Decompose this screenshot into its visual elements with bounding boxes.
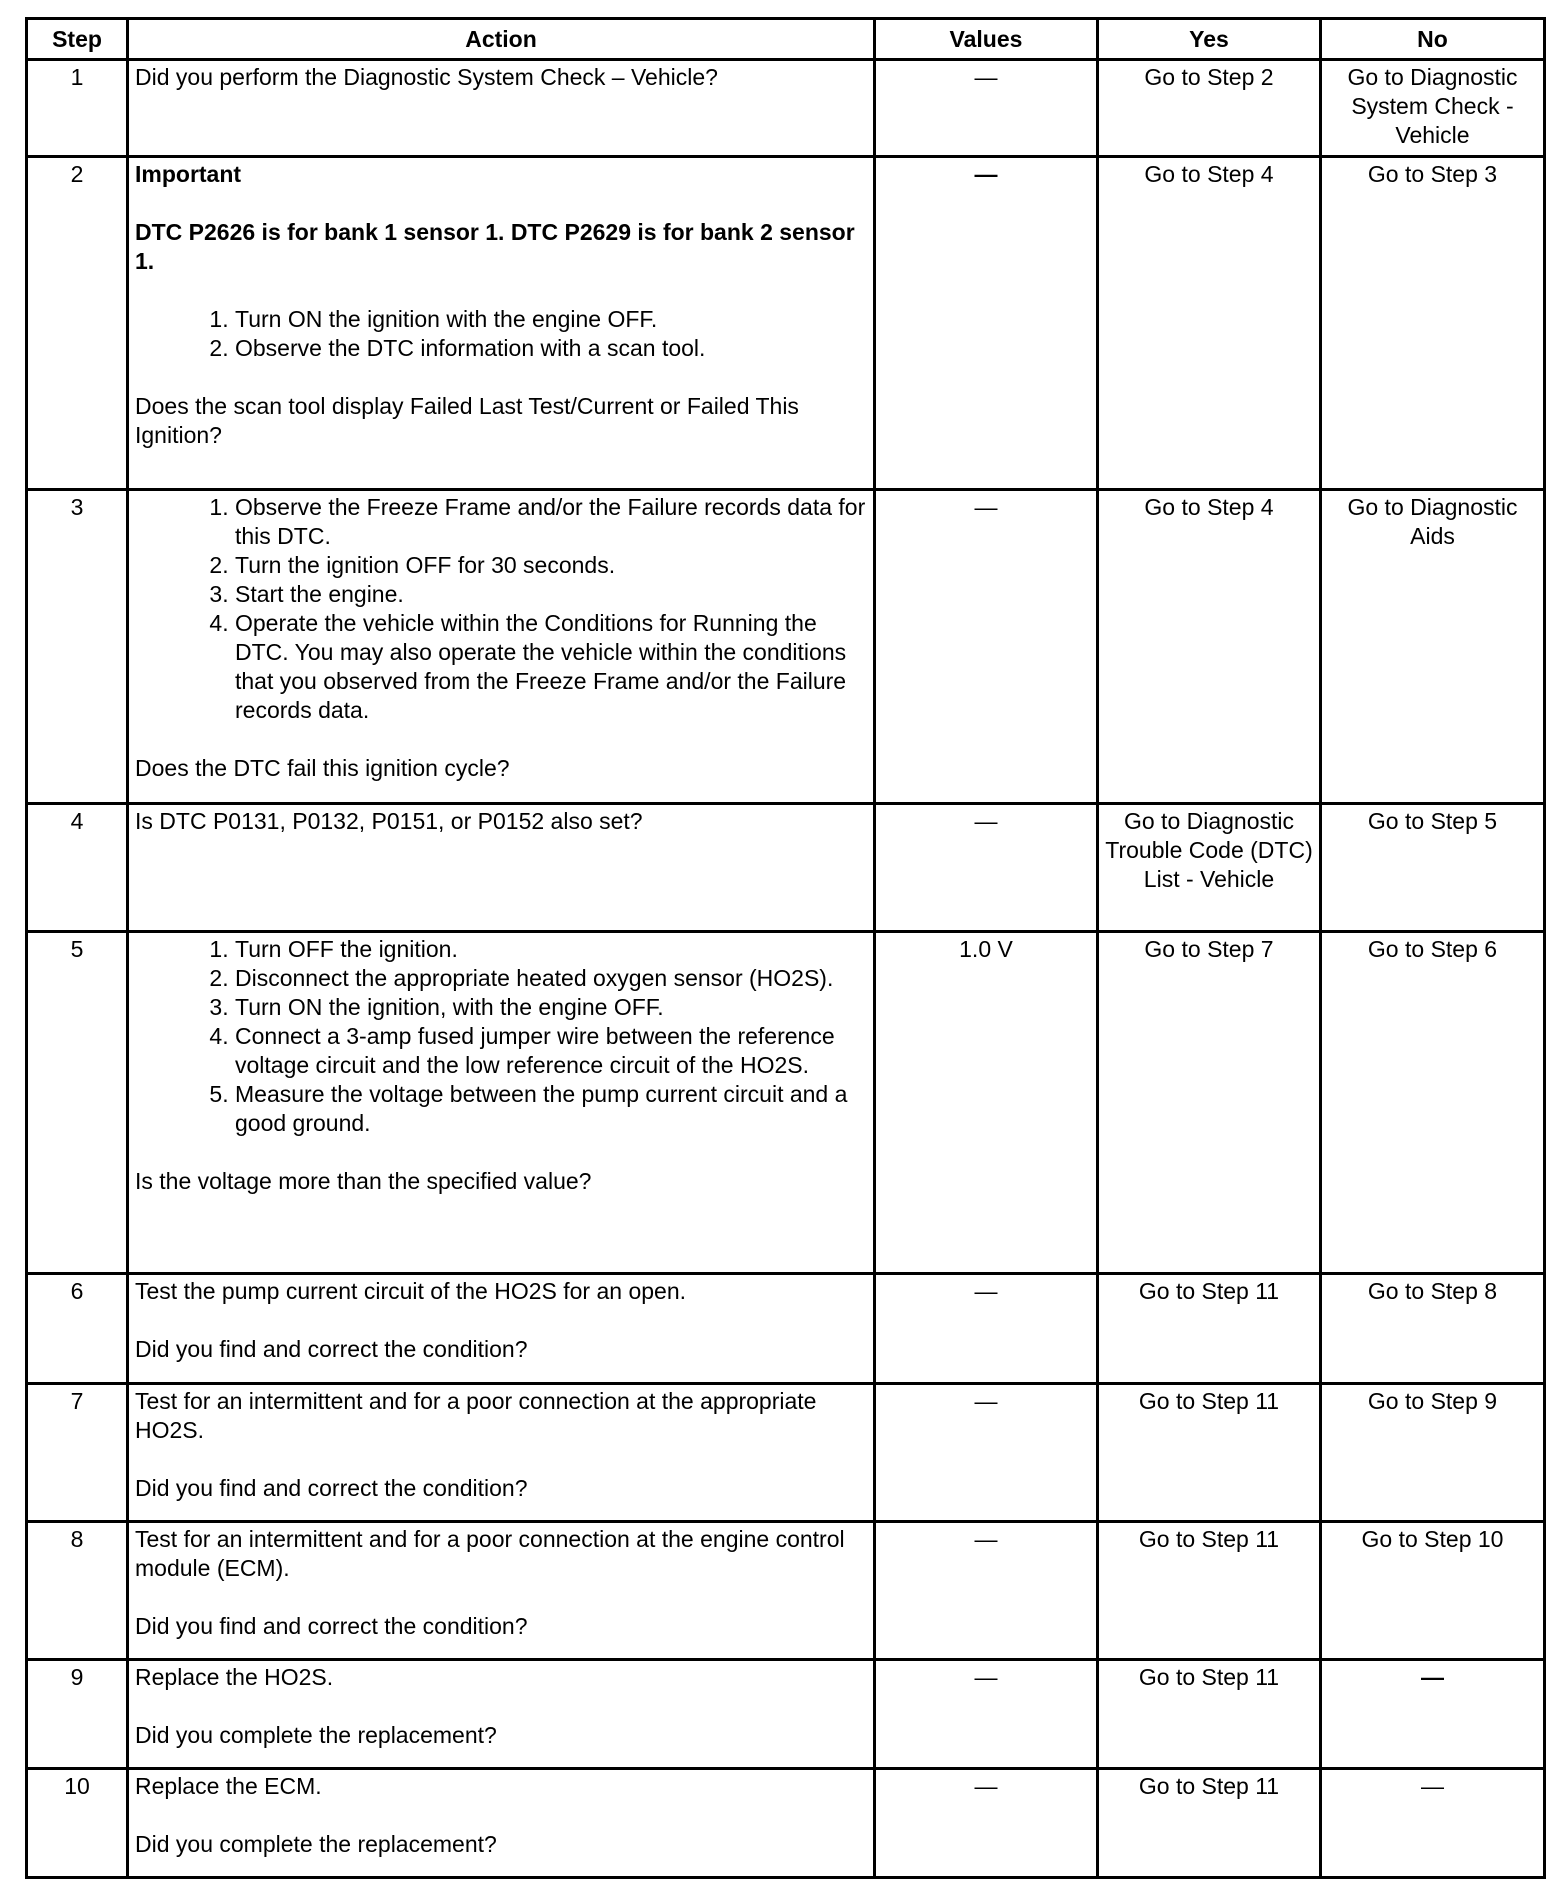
table-row-step-7: [27, 1384, 1545, 1522]
list-item: 4. Connect a 3-amp fused jumper wire between the reference voltage circuit and the low reference circuit of the HO2S.: [235, 1022, 867, 1080]
list-item: 2. Disconnect the appropriate heated oxygen sensor (HO2S).: [235, 964, 867, 993]
no-cell: —: [1321, 1769, 1545, 1878]
yes-cell: Go to Step 11: [1098, 1274, 1321, 1384]
yes-cell: Go to Step 11: [1098, 1522, 1321, 1660]
action-question: Is the voltage more than the specified value?: [135, 1168, 592, 1194]
action-cell: [128, 1274, 875, 1384]
action-text: Replace the ECM.: [135, 1773, 322, 1799]
list-item: 1. Observe the Freeze Frame and/or the Failure records data for this DTC.: [235, 493, 867, 551]
yes-cell: Go to Step 4: [1098, 157, 1321, 490]
list-item: 2. Observe the DTC information with a scan tool.: [235, 334, 867, 363]
yes-cell: Go to Step 11: [1098, 1660, 1321, 1769]
yes-cell: Go to Step 7: [1098, 932, 1321, 1274]
action-cell: [128, 1384, 875, 1522]
values-cell: —: [875, 1384, 1098, 1522]
action-text: Test the pump current circuit of the HO2S for an open.: [135, 1278, 687, 1304]
table-row-step-2: [27, 157, 1545, 490]
no-cell: —: [1321, 1660, 1545, 1769]
table-row-step-6: [27, 1274, 1545, 1384]
action-question: Did you find and correct the condition?: [135, 1613, 528, 1639]
action-text: Test for an intermittent and for a poor connection at the appropriate HO2S.: [135, 1388, 817, 1443]
table-row-step-10: [27, 1769, 1545, 1878]
action-question: Did you complete the replacement?: [135, 1722, 497, 1748]
table-row-step-4: [27, 804, 1545, 932]
no-cell: Go to Diagnostic Aids: [1321, 490, 1545, 804]
action-text: Test for an intermittent and for a poor connection at the engine control module (ECM).: [135, 1526, 845, 1581]
yes-cell: Go to Step 4: [1098, 490, 1321, 804]
values-cell: —: [875, 157, 1098, 490]
action-list: [135, 935, 867, 1138]
action-question: Did you find and correct the condition?: [135, 1475, 528, 1501]
action-cell: [128, 932, 875, 1274]
step-number: 4: [27, 804, 128, 932]
list-item: 1. Turn ON the ignition with the engine OFF.: [235, 305, 867, 334]
table-row-step-8: [27, 1522, 1545, 1660]
action-cell: [128, 1660, 875, 1769]
action-text: Replace the HO2S.: [135, 1664, 334, 1690]
table-row-step-3: [27, 490, 1545, 804]
list-item: 5. Measure the voltage between the pump current circuit and a good ground.: [235, 1080, 867, 1138]
action-text: Is DTC P0131, P0132, P0151, or P0152 also set?: [135, 808, 643, 834]
action-cell: [128, 1769, 875, 1878]
no-cell: Go to Step 9: [1321, 1384, 1545, 1522]
list-item: 1. Turn OFF the ignition.: [235, 935, 867, 964]
action-list: [135, 493, 867, 725]
no-cell: Go to Step 6: [1321, 932, 1545, 1274]
diagnostic-table: [25, 17, 1546, 1879]
values-cell: —: [875, 804, 1098, 932]
values-cell: —: [875, 60, 1098, 157]
header-values: Values: [875, 19, 1098, 60]
list-item: 4. Operate the vehicle within the Conditions for Running the DTC. You may also operate the vehicle within the conditions that you observed from the Freeze Frame and/or the Failure records data.: [235, 609, 867, 725]
action-text: Did you perform the Diagnostic System Check – Vehicle?: [135, 64, 718, 90]
no-cell: Go to Step 3: [1321, 157, 1545, 490]
yes-cell: Go to Step 11: [1098, 1769, 1321, 1878]
step-number: 3: [27, 490, 128, 804]
table-row-step-9: [27, 1660, 1545, 1769]
step-number: 2: [27, 157, 128, 490]
yes-cell: Go to Diagnostic Trouble Code (DTC) List - Vehicle: [1098, 804, 1321, 932]
header-row: [27, 19, 1545, 60]
values-cell: —: [875, 1660, 1098, 1769]
step-number: 7: [27, 1384, 128, 1522]
step-number: 1: [27, 60, 128, 157]
values-cell: —: [875, 1274, 1098, 1384]
yes-cell: Go to Step 11: [1098, 1384, 1321, 1522]
action-question: Does the DTC fail this ignition cycle?: [135, 755, 510, 781]
step-number: 5: [27, 932, 128, 1274]
action-cell: [128, 1522, 875, 1660]
values-cell: —: [875, 1522, 1098, 1660]
header-step: Step: [27, 19, 128, 60]
table-row-step-1: [27, 60, 1545, 157]
header-action: Action: [128, 19, 875, 60]
action-question: Does the scan tool display Failed Last Test/Current or Failed This Ignition?: [135, 393, 799, 448]
step-number: 10: [27, 1769, 128, 1878]
step-number: 6: [27, 1274, 128, 1384]
action-cell: [128, 804, 875, 932]
values-cell: —: [875, 490, 1098, 804]
action-cell: [128, 60, 875, 157]
important-heading: Important: [135, 161, 242, 187]
list-item: 3. Start the engine.: [235, 580, 867, 609]
list-item: 2. Turn the ignition OFF for 30 seconds.: [235, 551, 867, 580]
action-list: [135, 305, 867, 363]
no-cell: Go to Diagnostic System Check - Vehicle: [1321, 60, 1545, 157]
step-number: 9: [27, 1660, 128, 1769]
header-no: No: [1321, 19, 1545, 60]
list-item: 3. Turn ON the ignition, with the engine OFF.: [235, 993, 867, 1022]
action-question: Did you complete the replacement?: [135, 1831, 497, 1857]
no-cell: Go to Step 8: [1321, 1274, 1545, 1384]
header-yes: Yes: [1098, 19, 1321, 60]
action-question: Did you find and correct the condition?: [135, 1336, 528, 1362]
yes-cell: Go to Step 2: [1098, 60, 1321, 157]
values-cell: 1.0 V: [875, 932, 1098, 1274]
no-cell: Go to Step 10: [1321, 1522, 1545, 1660]
step-number: 8: [27, 1522, 128, 1660]
no-cell: Go to Step 5: [1321, 804, 1545, 932]
table-row-step-5: [27, 932, 1545, 1274]
action-cell: [128, 157, 875, 490]
values-cell: —: [875, 1769, 1098, 1878]
action-cell: [128, 490, 875, 804]
important-note: DTC P2626 is for bank 1 sensor 1. DTC P2629 is for bank 2 sensor 1.: [135, 219, 855, 274]
